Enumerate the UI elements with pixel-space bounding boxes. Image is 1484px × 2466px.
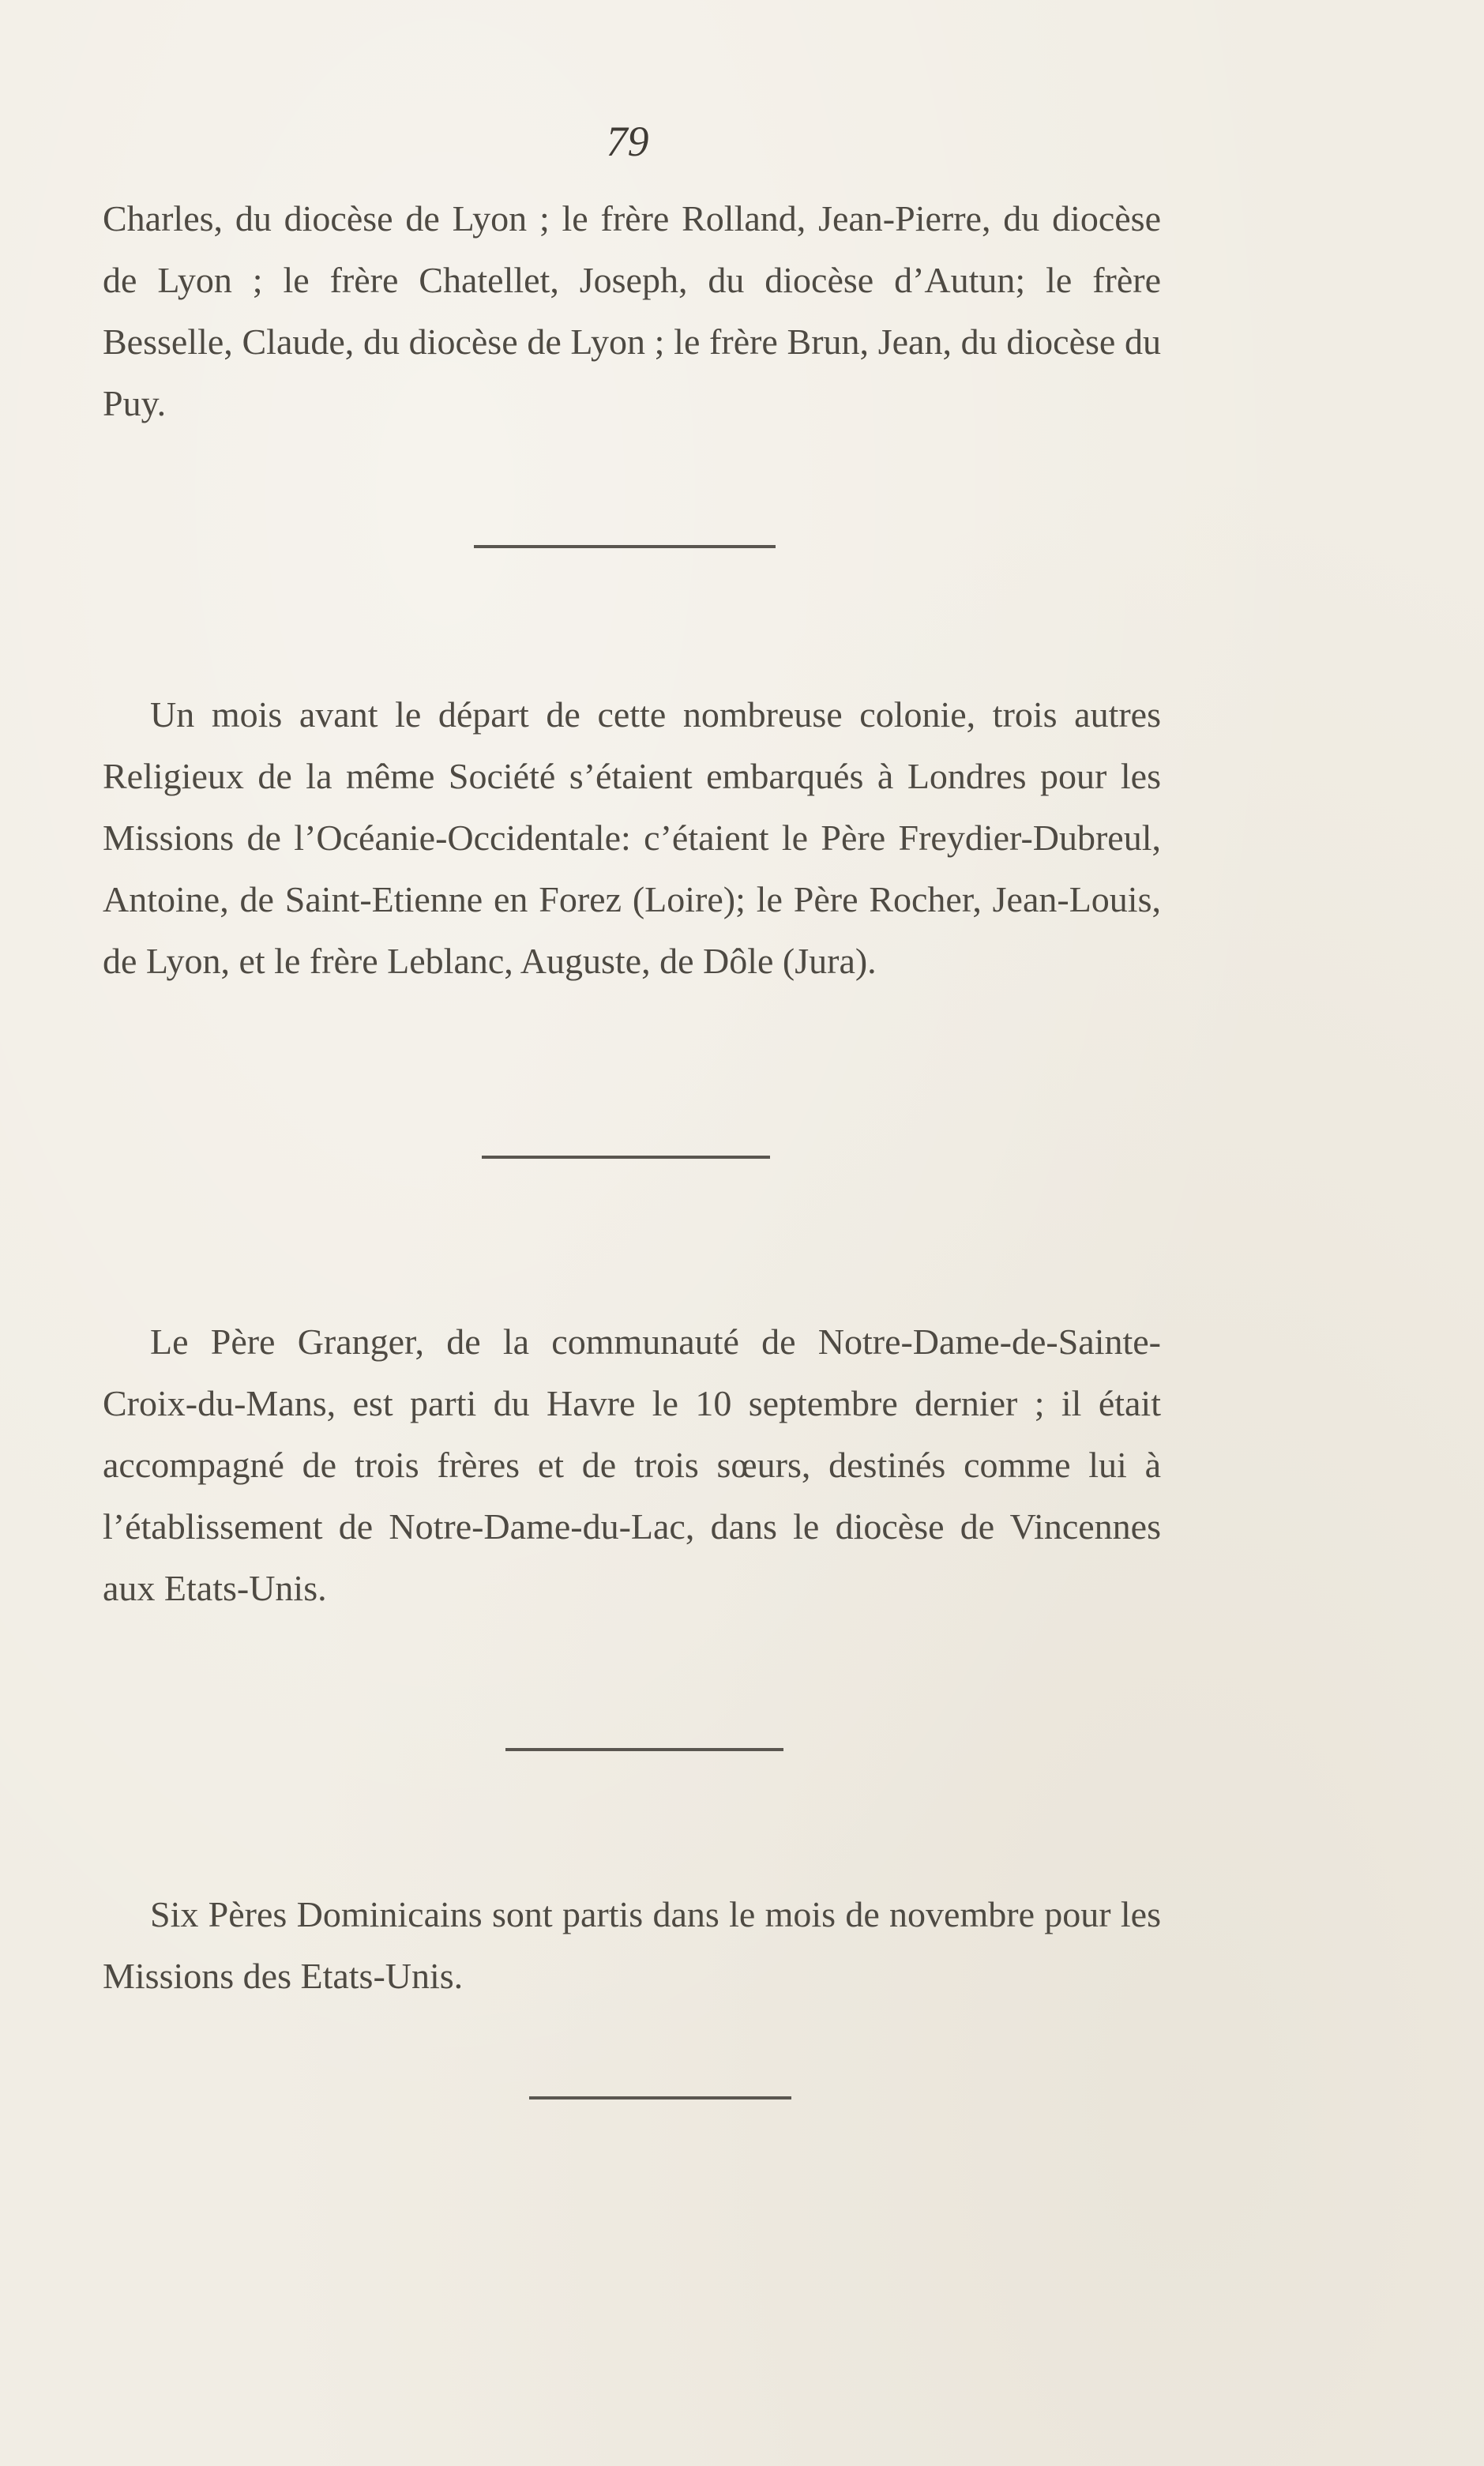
paragraph-text: Six Pères Dominicains sont partis dans le mois de novembre pour les Missions des Etats-Unis. <box>103 1894 1161 1996</box>
section-divider <box>482 1156 770 1159</box>
section-divider <box>474 545 776 548</box>
section-divider <box>505 1748 783 1751</box>
paragraph-pere-granger <box>103 1311 1161 1619</box>
paragraph-text: Le Père Granger, de la communauté de Notre-Dame-de-Sainte-Croix-du-Mans, est parti du Havre le 10 septembre dernier ; il était accompagné de trois frères et de trois sœurs, destinés comme lui à l’établissement de Notre-Dame-du-Lac, dans le diocèse de Vincennes aux Etats-Unis. <box>103 1321 1161 1608</box>
paragraph-oceania-missions <box>103 684 1161 992</box>
paragraph-text: Charles, du diocèse de Lyon ; le frère Rolland, Jean-Pierre, du diocèse de Lyon ; le frère Chatellet, Joseph, du diocèse d’Autun; le frère Besselle, Claude, du diocèse de Lyon ; le frère Brun, Jean, du diocèse du Puy. <box>103 198 1161 423</box>
paragraph-dominicans <box>103 1884 1161 2007</box>
paragraph-text: Un mois avant le départ de cette nombreuse colonie, trois autres Religieux de la même Société s’étaient embarqués à Londres pour les Missions de l’Océanie-Occidentale: c’étaient le Père Freydier-Dubreul, Antoine, de Saint-Etienne en Forez (Loire); le Père Rocher, Jean-Louis, de Lyon, et le frère Leblanc, Auguste, de Dôle (Jura). <box>103 694 1161 981</box>
section-divider <box>529 2096 791 2099</box>
paragraph-missionaries-list <box>103 188 1161 434</box>
page-number: 79 <box>606 118 649 165</box>
